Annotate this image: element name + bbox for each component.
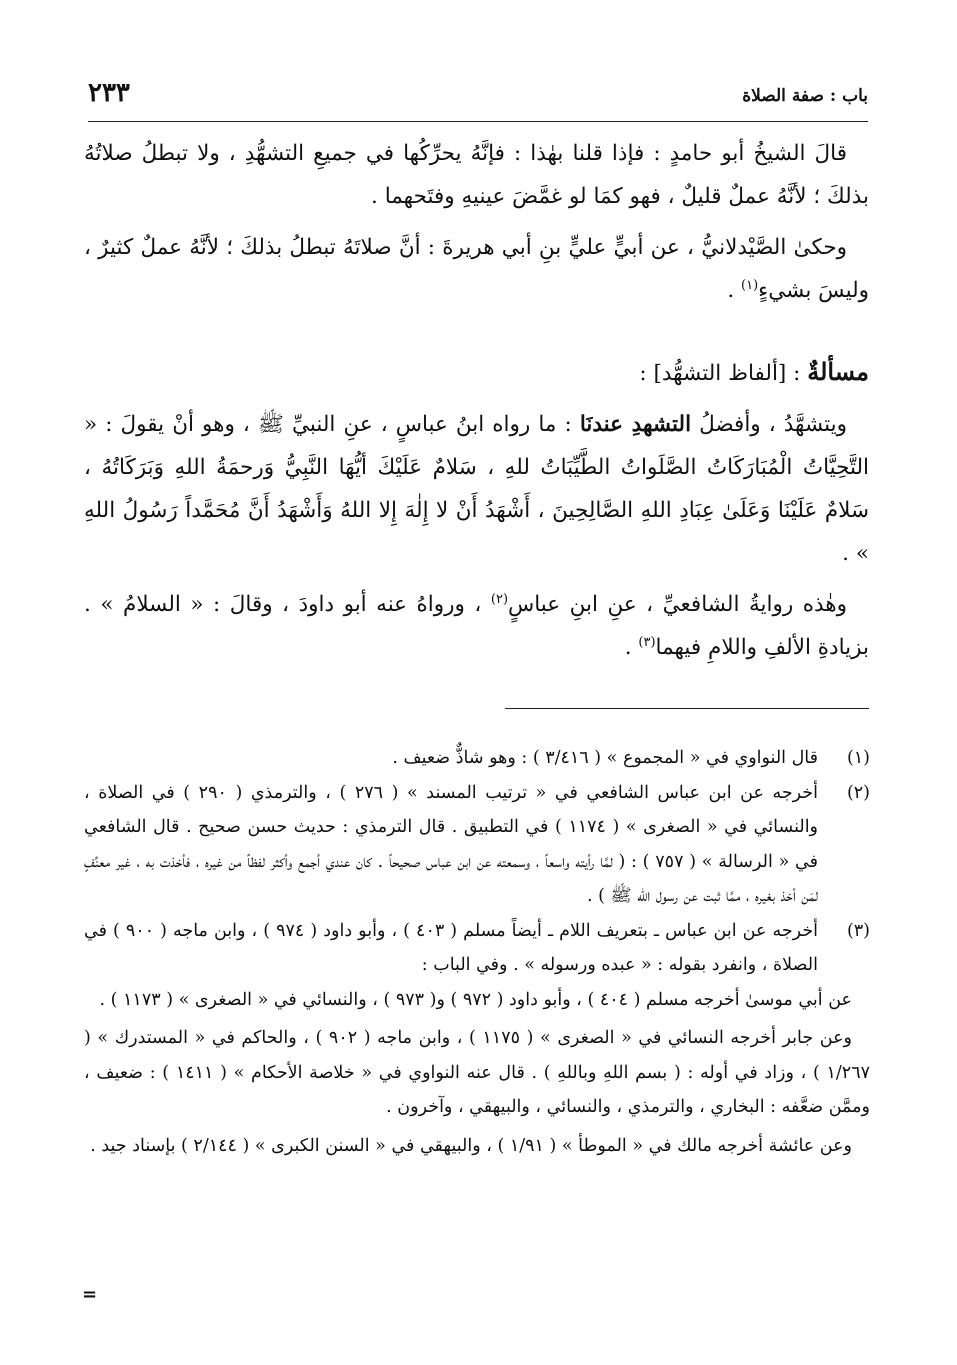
paragraph-4-middle: ، ورواهُ عنه أبو داودَ ، وقالَ : « السلامُ » . بزيادةِ الألفِ واللامِ فيهما <box>84 592 869 660</box>
issue-heading <box>84 350 869 395</box>
paragraph-4 <box>84 583 869 669</box>
footnote-3-jabir-text: وعن جابر أخرجه النسائي في « الصغرى » ( ١١٧٥ ) ، وابن ماجه ( ٩٠٢ ) ، والحاكم في « المستدرك » ( ١/٢٦٧ ) ، وزاد في أوله : ( بسم اللهِ وباللهِ ) . قال عنه النواوي في « خلاصة الأحكام » ( ١٤١١ ) : ضعيف ، وممَّن ضعَّفه : البخاري ، والترمذي ، والنسائي ، والبيهقي ، وآخرون . <box>84 1028 870 1117</box>
paragraph-2-text: وحكىٰ الصَّيْدلانيُّ ، عن أبيٍّ عليٍّ بنِ أبي هريرةَ : أنَّ صلاتَهُ تبطلُ بذلكَ ؛ لأنَّهُ عملٌ كثيرٌ ، وليسَ بشيءٍ <box>84 235 869 303</box>
footnote-ref-1[interactable]: (١) <box>741 277 759 293</box>
paragraph-3-tashahhud: : ما رواه ابنُ عباسٍ ، عنِ النبيِّ ﷺ ، وهو أنْ يقولَ : « التَّحِيَّاتُ الْمُبَارَكَاتُ الصَّلَواتُ الطَّيِّبَاتُ للهِ ، سَلامٌ عَلَيْكَ أيُّهَا النَّبِيُّ وَرحمَةُ اللهِ وَبَرَكَاتُهُ ، سَلامٌ عَلَيْنَا وَعَلَىٰ عِبَادِ اللهِ الصَّالِحِينَ ، أَشْهَدُ أَنْ لا إِلٰهَ إِلا اللهُ وَأَشْهَدُ أَنَّ مُحَمَّداً رَسُولُ اللهِ » . <box>84 412 869 566</box>
footnote-3-number: (٣) <box>846 920 870 941</box>
paragraph-2 <box>84 226 869 312</box>
page-number: ٢٣٣ <box>88 78 130 108</box>
paragraph-1-text: قالَ الشيخُ أبو حامدٍ : فإذا قلنا بهٰذا : فإنَّهُ يحرِّكُها في جميعِ التشهُّدِ ، ولا تبطلُ صلاتُهُ بذلكَ ؛ لأنَّهُ عملٌ قليلٌ ، فهو كمَا لو غمَّضَ عينيهِ وفتَحهما . <box>84 141 869 209</box>
footnote-ref-3[interactable]: (٣) <box>638 634 656 650</box>
footnote-1-text: قال النواوي في « المجموع » ( ٣/٤١٦ ) : وهو شاذٌّ ضعيف . <box>392 748 818 768</box>
paragraph-4-end: . <box>624 635 639 660</box>
paragraph-3-start: ويتشهَّدُ ، وأفضلُ <box>691 412 847 437</box>
main-text <box>84 132 869 669</box>
paragraph-3-bold: التشهدِ عندنَا <box>579 412 692 437</box>
footnote-3-jabir <box>84 1021 870 1125</box>
header-divider <box>88 121 868 122</box>
footnotes <box>84 741 870 1163</box>
footnote-2-number: (٢) <box>846 782 870 803</box>
footnote-1 <box>84 741 870 776</box>
footnote-2 <box>84 776 870 914</box>
footnote-3-aisha-text: وعن عائشة أخرجه مالك في « الموطأ » ( ١/٩١ ) ، والبيهقي في « السنن الكبرى » ( ٢/١٤٤ ) بإسناد جيد . <box>90 1135 852 1156</box>
footnote-1-number: (١) <box>846 748 870 768</box>
issue-title: : [ألفاظ التشهُّد] : <box>639 361 808 386</box>
footnote-3-aisha <box>84 1129 870 1164</box>
paragraph-3 <box>84 403 869 575</box>
chapter-title: باب : صفة الصلاة <box>742 86 868 106</box>
running-header <box>88 78 868 114</box>
paragraph-2-end: . <box>727 278 741 303</box>
continuation-mark: = <box>82 1284 98 1305</box>
footnote-3-abu-musa-text: عن أبي موسىٰ أخرجه مسلم ( ٤٠٤ ) ، وأبو داود ( ٩٧٢ ) و( ٩٧٣ ) ، والنسائي في « الصغرى » ( ١١٧٣ ) . <box>99 989 852 1010</box>
footnote-ref-2[interactable]: (٢) <box>490 591 509 607</box>
footnote-3 <box>84 914 870 983</box>
issue-word: مسألةٌ <box>807 357 869 386</box>
footnote-3-abu-musa <box>84 983 870 1018</box>
footnote-3-text: أخرجه عن ابن عباس ـ بتعريف اللام ـ أيضاً مسلم ( ٤٠٣ ) ، وأبو داود ( ٩٧٤ ) ، وابن ماجه ( ٩٠٠ ) في الصلاة ، وانفرد بقوله : « عبده ورسوله » . وفي الباب : <box>84 920 819 975</box>
paragraph-1 <box>84 132 869 218</box>
paragraph-4-start: وهٰذه روايةُ الشافعيِّ ، عنِ ابنِ عباسٍ <box>508 592 847 617</box>
footnote-divider <box>505 708 869 709</box>
footnote-2-text: أخرجه عن ابن عباس الشافعي في « ترتيب المسند » ( ٢٧٦ ) ، والترمذي ( ٢٩٠ ) في الصلاة ، والنسائي في « الصغرى » ( ١١٧٤ ) في التطبيق . قال الترمذي : حديث حسن صحيح . قال الشافعي في « الرسالة » ( ٧٥٧ ) : ( لمَّا رأيته واسعاً ، وسمعته عن ابن عباس صحيحاً . كان عندي أجمع وأكثر لفظاً من غيره ، فأخذت به ، غير معنِّفٍ لمَن أخذ بغيره ، ممَّا ثبت عن رسول الله ﷺ ) . <box>84 782 819 906</box>
